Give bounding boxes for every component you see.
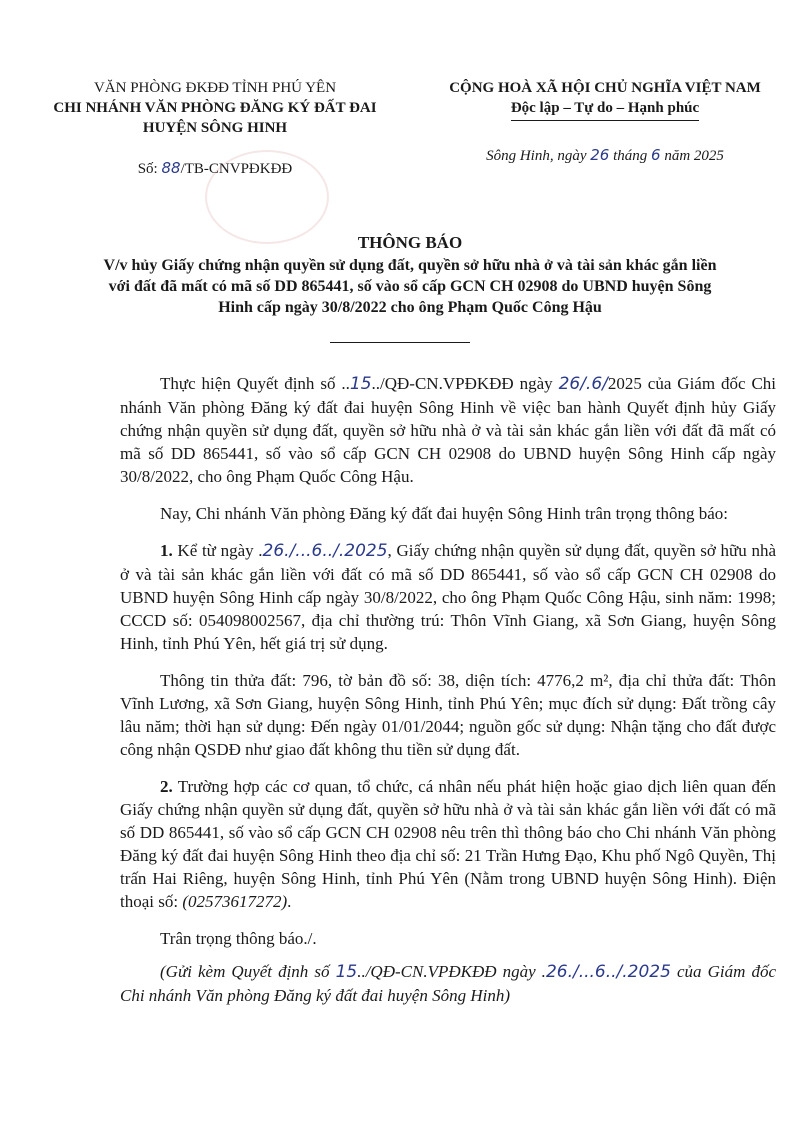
- notice-title-block: [100, 232, 720, 318]
- title-underline: [330, 342, 470, 343]
- national-motto: Độc lập – Tự do – Hạnh phúc: [511, 98, 699, 121]
- closing-line: Trân trọng thông báo./.: [160, 929, 317, 948]
- agency-district: HUYỆN SÔNG HINH: [142, 120, 288, 136]
- paragraph-decision: Thực hiện Quyết định số ..15../QĐ-CN.VPĐKĐĐ ngày 26/.6/2025 của Giám đốc Chi nhánh Văn phòng Đăng ký đất đai huyện Sông Hinh về việc ban hành Quyết định hủy Giấy chứng nhận quyền sử dụng đất, quyền sở hữu nhà ở và tài sản khác gắn liền với đất đã mất có mã số DD 865441, số vào sổ cấp GCN CH 02908 do UBND huyện Sông Hinh cấp ngày 30/8/2022, cho ông Phạm Quốc Công Hậu.: [120, 374, 777, 486]
- national-title: CỘNG HOÀ XÃ HỘI CHỦ NGHĨA VIỆT NAM: [449, 80, 761, 96]
- document-number: Số: 88/TB-CNVPĐKĐĐ: [137, 159, 293, 177]
- document-date: Sông Hinh, ngày 26 tháng 6 năm 2025: [486, 146, 724, 164]
- national-header-block: [420, 78, 790, 166]
- item-2: 2. Trường hợp các cơ quan, tổ chức, cá nhân nếu phát hiện hoặc giao dịch liên quan đến Giấy chứng nhận quyền sử dụng đất, quyền sở hữu nhà ở và tài sản khác gắn liền với đất có mã số DD 865441, số vào sổ cấp GCN CH 02908 nêu trên thì thông báo cho Chi nhánh Văn phòng Đăng ký đất đai huyện Sông Hinh theo địa chỉ số: 21 Trần Hưng Đạo, Khu phố Ngô Quyền, Thị trấn Hai Riêng, huyện Sông Hinh, tỉnh Phú Yên (Nằm trong UBND huyện Sông Hinh). Điện thoại số: (02573617272).: [120, 777, 776, 911]
- handwritten-number: 88: [161, 159, 181, 177]
- notice-subject: V/v hủy Giấy chứng nhận quyền sử dụng đất, quyền sở hữu nhà ở và tài sản khác gắn liền với đất đã mất có mã số DD 865441, số vào sổ cấp GCN CH 02908 do UBND huyện Sông Hinh cấp ngày 30/8/2022 cho ông Phạm Quốc Công Hậu: [103, 257, 717, 316]
- paragraph-announcement: Nay, Chi nhánh Văn phòng Đăng ký đất đai huyện Sông Hinh trân trọng thông báo:: [160, 504, 729, 523]
- paragraph-land-info: Thông tin thửa đất: 796, tờ bản đồ số: 38, diện tích: 4776,2 m², địa chỉ thửa đất: Thôn Vĩnh Lương, xã Sơn Giang, huyện Sông Hinh, tỉnh Phú Yên; mục đích sử dụng: Đất trồng cây lâu năm; thời hạn sử dụng: Đến ngày 01/01/2044; nguồn gốc sử dụng: Nhận tặng cho đất được công nhận QSDĐ như giao đất không thu tiền sử dụng đất.: [120, 671, 776, 759]
- attachment-note: (Gửi kèm Quyết định số 15../QĐ-CN.VPĐKĐĐ ngày .26./...6../.2025 của Giám đốc Chi nhánh Văn phòng Đăng ký đất đai huyện Sông Hinh): [120, 962, 776, 1005]
- notice-heading: THÔNG BÁO: [357, 233, 463, 252]
- handwritten-month: 6: [651, 146, 661, 164]
- agency-name: CHI NHÁNH VĂN PHÒNG ĐĂNG KÝ ĐẤT ĐAI: [53, 100, 377, 116]
- phone-number: (02573617272): [182, 892, 288, 911]
- handwritten-day: 26: [590, 146, 610, 164]
- item-1: 1. Kể từ ngày .26./...6../.2025, Giấy chứng nhận quyền sử dụng đất, quyền sở hữu nhà ở và tài sản khác gắn liền với đất có mã số DD 865441, số vào sổ cấp GCN CH 02908 do UBND huyện Sông Hinh cấp ngày 30/8/2022, cho ông Phạm Quốc Công Hậu, sinh năm: 1998; CCCD số: 054098002567, địa chỉ thường trú: Thôn Vĩnh Giang, xã Sơn Giang, huyện Sông Hinh, tỉnh Phú Yên, hết giá trị sử dụng.: [120, 541, 776, 653]
- notice-body: [120, 372, 776, 1007]
- issuing-agency-block: [40, 78, 390, 179]
- parent-agency: VĂN PHÒNG ĐKĐĐ TỈNH PHÚ YÊN: [93, 80, 337, 96]
